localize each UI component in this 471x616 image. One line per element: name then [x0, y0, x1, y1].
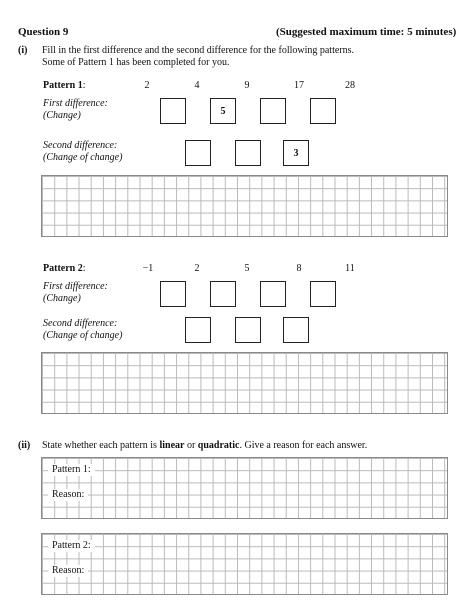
pattern1-second-diff-box-3: 3 — [283, 140, 309, 166]
pattern1-term: 4 — [194, 80, 200, 91]
pattern2-term: 11 — [345, 263, 355, 274]
part-ii-pattern1-label: Pattern 1: — [48, 464, 95, 476]
pattern1-term: 2 — [144, 80, 150, 91]
part-ii-pattern2-label: Pattern 2: — [48, 540, 95, 552]
pattern2-first-diff-label: First difference: — [43, 281, 108, 292]
part-ii-pattern1-answer-grid[interactable] — [41, 457, 448, 519]
part-ii-pattern1-reason-label: Reason: — [48, 489, 88, 501]
pattern1-first-diff-label: First difference: — [43, 98, 108, 109]
part-i-instruction-line2: Some of Pattern 1 has been completed for you. — [42, 57, 230, 68]
pattern1-second-diff-box-2[interactable] — [235, 140, 261, 166]
part-ii-instruction — [42, 440, 367, 452]
pattern1-term: 9 — [244, 80, 250, 91]
pattern1-first-diff-box-4[interactable] — [310, 98, 336, 124]
pattern2-second-diff-box-1[interactable] — [185, 317, 211, 343]
pattern2-label-group — [43, 263, 86, 275]
part-ii-linear: linear — [159, 440, 185, 451]
pattern1-second-diff-sub: (Change of change) — [43, 152, 123, 163]
pattern2-term: −1 — [142, 263, 154, 274]
pattern1-label-group — [43, 80, 86, 92]
pattern1-working-grid[interactable] — [41, 175, 448, 237]
pattern1-term: 28 — [345, 80, 355, 91]
pattern2-second-diff-box-3[interactable] — [283, 317, 309, 343]
pattern1-term: 17 — [294, 80, 304, 91]
pattern2-first-diff-box-2[interactable] — [210, 281, 236, 307]
pattern2-second-diff-sub: (Change of change) — [43, 330, 123, 341]
pattern1-first-diff-box-3[interactable] — [260, 98, 286, 124]
part-ii-text-pre: State whether each pattern is — [42, 440, 160, 451]
part-ii-pattern2-reason-label: Reason: — [48, 565, 88, 577]
pattern1-first-diff-sub: (Change) — [43, 110, 81, 121]
part-i-label: (i) — [18, 45, 28, 56]
part-ii-or: or — [184, 440, 198, 451]
pattern2-first-diff-box-3[interactable] — [260, 281, 286, 307]
pattern1-first-diff-box-2: 5 — [210, 98, 236, 124]
part-ii-text-post: . Give a reason for each answer. — [239, 440, 368, 451]
pattern2-term: 5 — [244, 263, 250, 274]
question-title: Question 9 — [18, 26, 69, 38]
part-i-instruction-line1: Fill in the first difference and the second difference for the following patterns. — [42, 45, 355, 56]
pattern2-first-diff-box-4[interactable] — [310, 281, 336, 307]
pattern2-second-diff-box-2[interactable] — [235, 317, 261, 343]
part-ii-label: (ii) — [18, 440, 31, 451]
pattern2-term: 2 — [194, 263, 200, 274]
pattern1-label: Pattern 1 — [43, 80, 83, 91]
pattern2-first-diff-box-1[interactable] — [160, 281, 186, 307]
suggested-time: (Suggested maximum time: 5 minutes) — [276, 26, 457, 38]
pattern1-colon: : — [82, 80, 86, 91]
part-ii-quadratic: quadratic — [197, 440, 240, 451]
pattern2-working-grid[interactable] — [41, 352, 448, 414]
pattern2-label: Pattern 2 — [43, 263, 83, 274]
pattern1-first-diff-box-1[interactable] — [160, 98, 186, 124]
pattern2-second-diff-label: Second difference: — [43, 318, 118, 329]
pattern2-colon: : — [82, 263, 86, 274]
part-ii-pattern2-answer-grid[interactable] — [41, 533, 448, 595]
pattern1-second-diff-box-1[interactable] — [185, 140, 211, 166]
pattern2-first-diff-sub: (Change) — [43, 293, 81, 304]
pattern1-second-diff-label: Second difference: — [43, 140, 118, 151]
pattern2-term: 8 — [296, 263, 302, 274]
